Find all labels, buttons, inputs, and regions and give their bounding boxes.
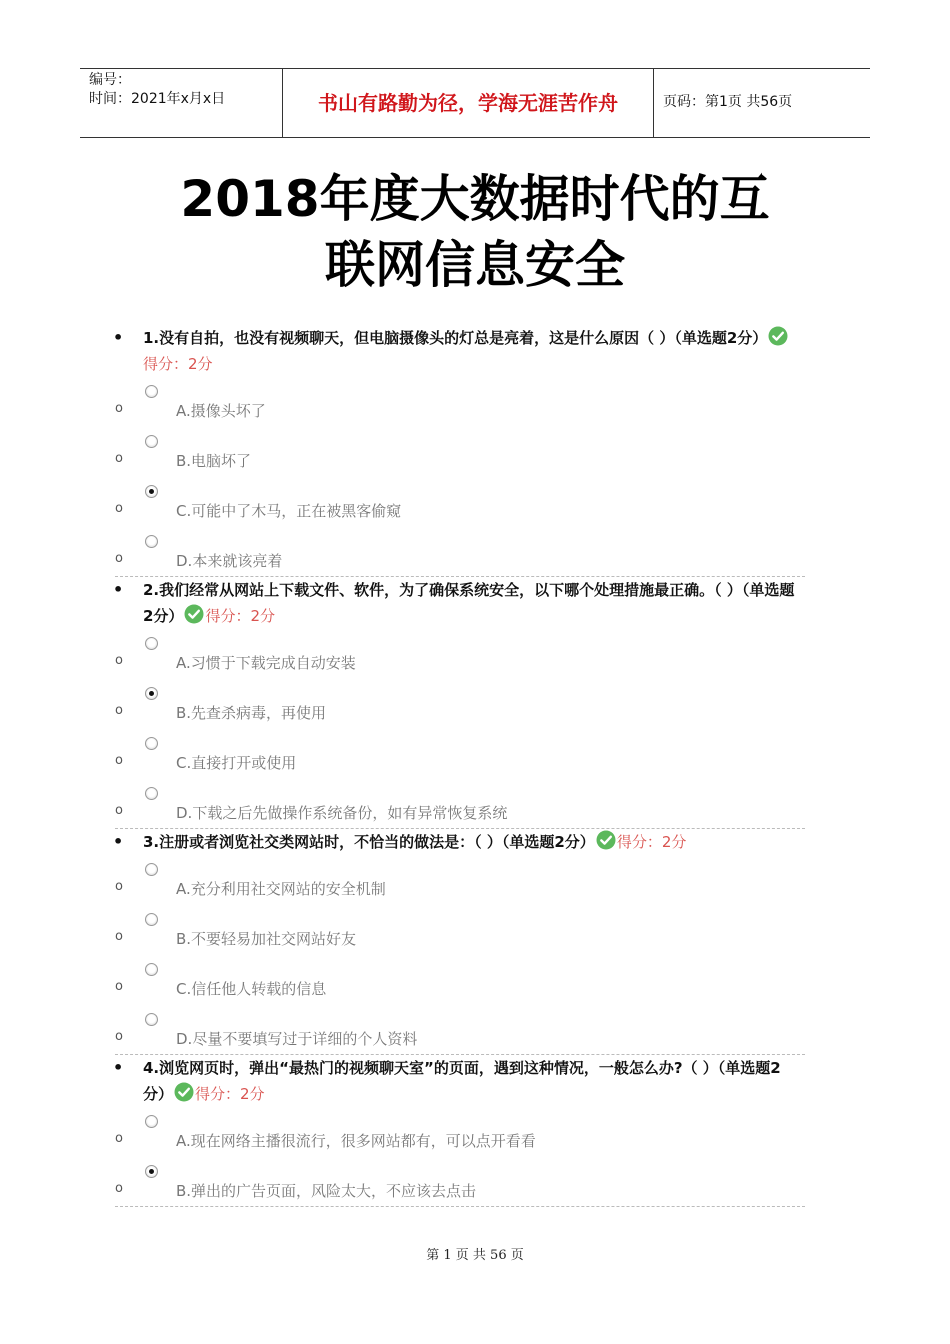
option-bullet: o [115, 1029, 123, 1044]
option-text: B.先查杀病毒，再使用 [176, 704, 327, 722]
question-4 [0, 1055, 950, 1207]
question-separator [115, 1206, 805, 1207]
option-text: D.尽量不要填写过于详细的个人资料 [176, 1030, 418, 1048]
question-stem-line [0, 829, 950, 855]
option-text: B.不要轻易加社交网站好友 [176, 930, 357, 948]
option-bullet: o [115, 703, 123, 718]
radio-button-icon[interactable] [145, 435, 158, 448]
option-a[interactable] [0, 377, 950, 427]
option-bullet: o [115, 551, 123, 566]
option-a[interactable] [0, 1107, 950, 1157]
option-d[interactable] [0, 779, 950, 829]
option-c[interactable] [0, 477, 950, 527]
radio-button-icon[interactable] [145, 385, 158, 398]
question-score: 得分：2分 [205, 607, 275, 625]
option-bullet: o [115, 929, 123, 944]
radio-button-icon[interactable] [145, 485, 158, 498]
option-a[interactable] [0, 629, 950, 679]
radio-button-icon[interactable] [145, 687, 158, 700]
option-d[interactable] [0, 1005, 950, 1055]
question-bullet: • [113, 580, 124, 599]
option-bullet: o [115, 1131, 123, 1146]
option-d[interactable] [0, 527, 950, 577]
header-meta [80, 69, 282, 137]
question-stem-line [0, 577, 950, 629]
check-circle-icon [174, 1082, 194, 1102]
time-label: 时间：2021年x月x日 [89, 91, 226, 107]
question-stem: 3.注册或者浏览社交类网站时，不恰当的做法是：（ ）（单选题2分） [143, 833, 595, 851]
radio-button-icon[interactable] [145, 1013, 158, 1026]
question-bullet: • [113, 328, 124, 347]
option-b[interactable] [0, 427, 950, 477]
question-stem: 2.我们经常从网站上下载文件、软件，为了确保系统安全，以下哪个处理措施最正确。（ ）（单选题2分） [143, 581, 795, 625]
option-text: A.习惯于下载完成自动安装 [176, 654, 356, 672]
radio-button-icon[interactable] [145, 1115, 158, 1128]
question-3 [0, 829, 950, 1055]
radio-button-icon[interactable] [145, 963, 158, 976]
option-b[interactable] [0, 1157, 950, 1207]
option-text: A.现在网络主播很流行，很多网站都有，可以点开看看 [176, 1132, 536, 1150]
option-bullet: o [115, 653, 123, 668]
option-text: C.可能中了木马，正在被黑客偷窥 [176, 502, 402, 520]
option-text: C.直接打开或使用 [176, 754, 297, 772]
question-list [0, 325, 950, 1207]
radio-button-icon[interactable] [145, 535, 158, 548]
option-text: B.电脑坏了 [176, 452, 252, 470]
option-b[interactable] [0, 679, 950, 729]
document-title [100, 166, 850, 298]
question-stem-line [0, 1055, 950, 1107]
header-motto: 书山有路勤为径，学海无涯苦作舟 [282, 69, 654, 137]
question-2 [0, 577, 950, 829]
option-bullet: o [115, 879, 123, 894]
option-text: D.下载之后先做操作系统备份，如有异常恢复系统 [176, 804, 508, 822]
option-bullet: o [115, 401, 123, 416]
option-text: D.本来就该亮着 [176, 552, 283, 570]
radio-button-icon[interactable] [145, 863, 158, 876]
check-circle-icon [596, 830, 616, 850]
radio-button-icon[interactable] [145, 737, 158, 750]
option-bullet: o [115, 979, 123, 994]
option-text: A.充分利用社交网站的安全机制 [176, 880, 386, 898]
radio-button-icon[interactable] [145, 637, 158, 650]
question-score: 得分：2分 [143, 355, 213, 373]
question-stem-line [0, 325, 950, 377]
number-label: 编号： [89, 72, 131, 88]
option-b[interactable] [0, 905, 950, 955]
document-header [80, 68, 870, 138]
option-bullet: o [115, 501, 123, 516]
question-score: 得分：2分 [195, 1085, 265, 1103]
option-bullet: o [115, 753, 123, 768]
option-text: C.信任他人转载的信息 [176, 980, 327, 998]
check-circle-icon [768, 326, 788, 346]
option-c[interactable] [0, 729, 950, 779]
question-score: 得分：2分 [616, 833, 687, 851]
title-line-1: 2018年度大数据时代的互 [180, 170, 770, 228]
radio-button-icon[interactable] [145, 1165, 158, 1178]
question-bullet: • [113, 1058, 124, 1077]
option-bullet: o [115, 1181, 123, 1196]
option-bullet: o [115, 803, 123, 818]
question-1 [0, 325, 950, 577]
question-bullet: • [113, 832, 124, 851]
radio-button-icon[interactable] [145, 787, 158, 800]
option-a[interactable] [0, 855, 950, 905]
radio-button-icon[interactable] [145, 913, 158, 926]
header-page-info: 页码：第1页 共56页 [663, 94, 793, 110]
question-stem: 4.浏览网页时，弹出“最热门的视频聊天室”的页面，遇到这种情况，一般怎么办?（ ）（单选题2分） [143, 1059, 781, 1103]
check-circle-icon [184, 604, 204, 624]
page-footer: 第 1 页 共 56 页 [426, 1248, 524, 1263]
title-line-2: 联网信息安全 [325, 236, 625, 294]
question-stem: 1.没有自拍，也没有视频聊天，但电脑摄像头的灯总是亮着，这是什么原因（ ）（单选题2分） [143, 329, 768, 347]
option-bullet: o [115, 451, 123, 466]
option-c[interactable] [0, 955, 950, 1005]
option-text: B.弹出的广告页面，风险太大，不应该去点击 [176, 1182, 477, 1200]
option-text: A.摄像头坏了 [176, 402, 266, 420]
